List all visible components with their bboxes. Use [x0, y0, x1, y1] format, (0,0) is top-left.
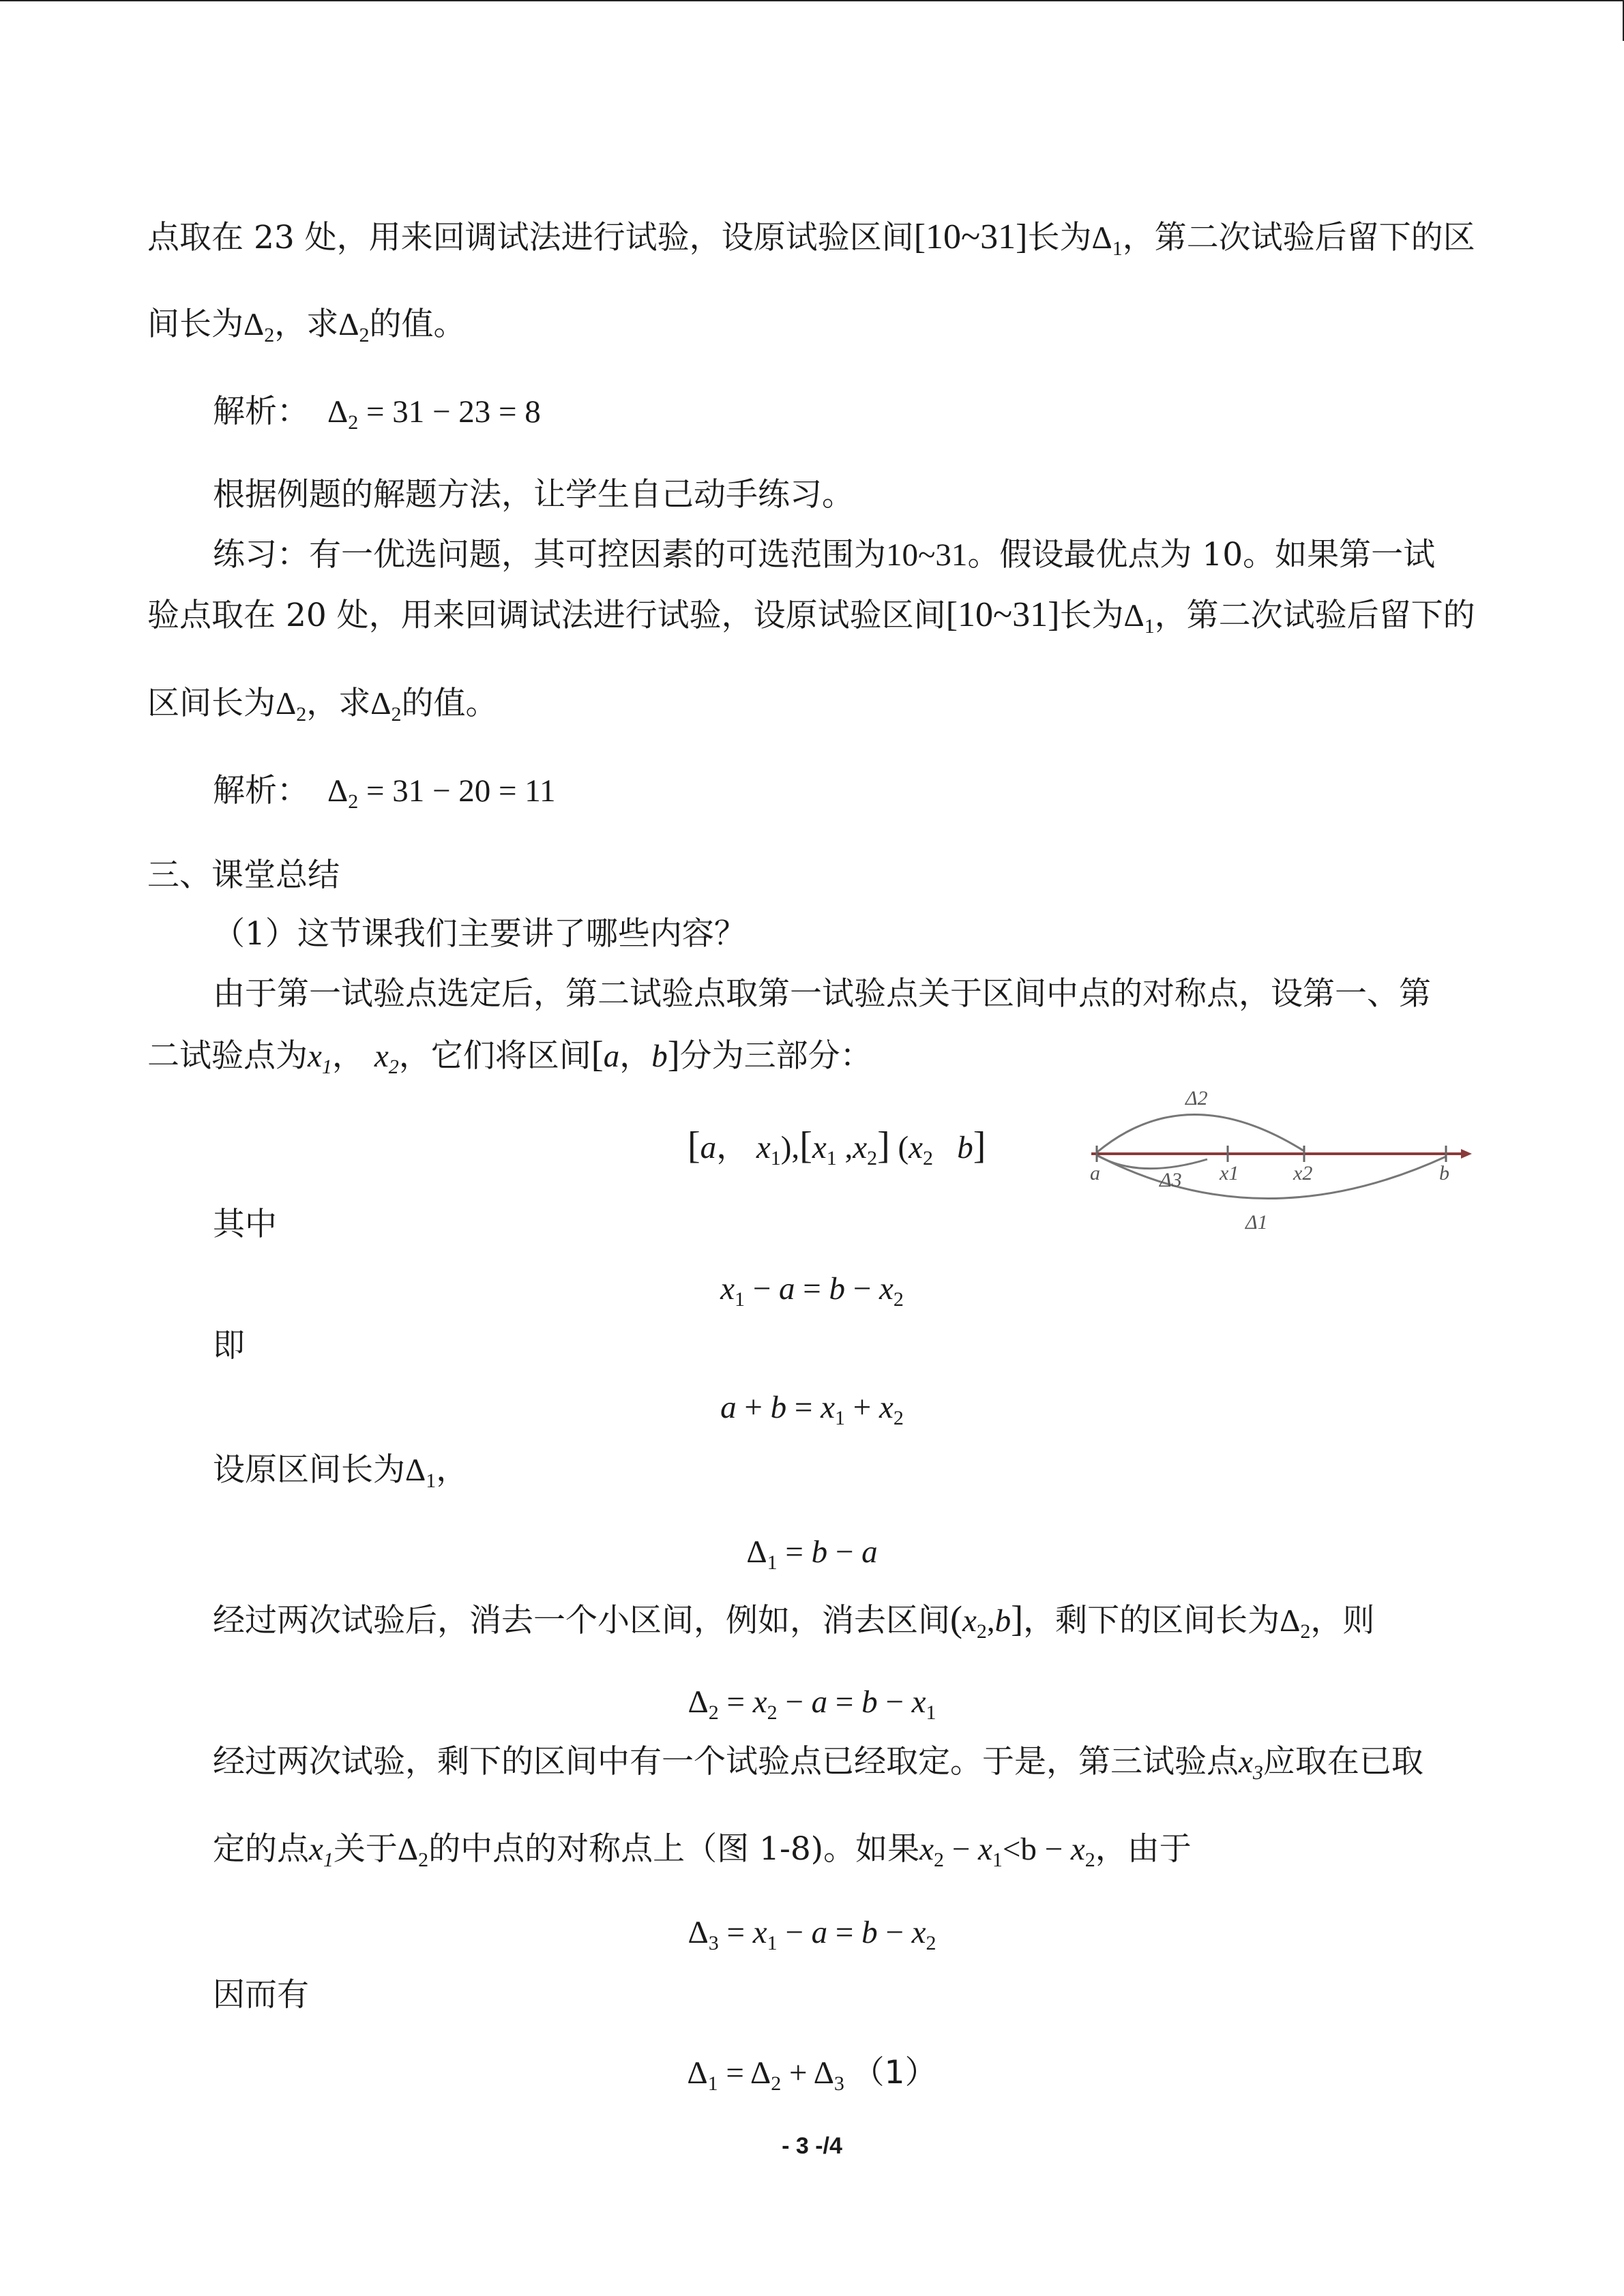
label-delta2: Δ2: [1185, 1087, 1208, 1109]
text-segment: ，则: [1310, 1602, 1375, 1639]
text-segment: ，求: [306, 685, 371, 722]
x1-math: $x_1$: [309, 1832, 334, 1871]
solution-label: 解析：: [213, 393, 309, 430]
question-1: （1）这节课我们主要讲了哪些内容？: [213, 915, 746, 953]
delta1-math: $\Delta_1$: [405, 1452, 437, 1492]
text-segment: 长为: [1027, 219, 1092, 256]
text-segment: ，第二次试验后留下的: [1154, 597, 1475, 634]
delta1-math: $\Delta_1$: [1123, 598, 1155, 638]
delta2-math: $\Delta_2$: [338, 307, 370, 346]
delta2-math: $\Delta_2$: [397, 1832, 429, 1871]
equation-tag: （1）: [852, 2054, 937, 2091]
delta2-math: $\Delta_2$: [1280, 1603, 1311, 1643]
label-delta1: Δ1: [1245, 1211, 1268, 1234]
text-segment: 长为: [1059, 597, 1124, 634]
text-segment: 点取在 23 处，用来回调试法进行试验，设原试验区间: [147, 219, 914, 256]
equation-5: $\Delta_3 = x_1 - a = b - x_2$: [688, 1915, 936, 1954]
paragraph-line-3: 根据例题的解题方法，让学生自己动手练习。: [213, 476, 854, 513]
delta1-math: $\Delta_1$: [1091, 220, 1123, 260]
three-intervals-math: [a， $x_1),[x_1$ $,x_2$] ($x_2$ b]: [688, 1124, 986, 1169]
arc-delta2: [1097, 1114, 1304, 1152]
page-top-border: [0, 0, 1623, 1]
text-segment: 的中点的对称点上（图 1-8)。如果: [428, 1830, 920, 1868]
text-segment: ，第二次试验后留下的区: [1122, 219, 1475, 256]
paragraph-line-11: [213, 1742, 1423, 1783]
paragraph-line-2: [147, 304, 465, 345]
label-delta3: Δ3: [1160, 1169, 1182, 1191]
label-qizhong: 其中: [213, 1206, 277, 1243]
interval-diagram: [1064, 1084, 1473, 1241]
text-segment: ，剩下的区间长为: [1023, 1602, 1280, 1639]
equation-6: $\Delta_1 = \Delta_2 + \Delta_3$ （1）: [687, 2054, 937, 2095]
paragraph-line-10: [213, 1598, 1374, 1641]
arrow-head: [1461, 1149, 1472, 1159]
label-x1: x1: [1220, 1162, 1239, 1184]
text-segment: 经过两次试验后，消去一个小区间，例如，消去区间: [213, 1602, 950, 1639]
solution-equation: = 31 − 23 = 8: [366, 394, 541, 430]
paragraph-line-8: 二试验点为$x_1$， $x_2$，它们将区间[a，b]分为三部分：: [147, 1034, 872, 1078]
delta2-math: $\Delta_2$: [243, 307, 275, 346]
text-segment: 的值。: [401, 685, 498, 722]
equation-4: $\Delta_2 = x_2 - a = b - x_1$: [688, 1684, 936, 1724]
paragraph-line-4: [213, 535, 1435, 576]
x2-math: $x_2$: [374, 1039, 399, 1078]
text-segment: 区间长为: [147, 685, 276, 722]
range-math: 10~31: [886, 537, 968, 573]
text-segment: 经过两次试验，剩下的区间中有一个试验点已经取定。于是，第三试验点: [213, 1743, 1239, 1780]
text-segment: ，求: [274, 305, 339, 343]
interval-x2b-math: $(x_2,b]$: [950, 1598, 1024, 1643]
interval-math: [10~31]: [913, 218, 1028, 256]
text-segment: ，由于: [1095, 1830, 1192, 1868]
arc-delta3: [1097, 1155, 1207, 1169]
solution-2: [213, 771, 555, 811]
interval-ab-math: [a，b]: [591, 1034, 680, 1075]
text-segment: 间长为: [147, 305, 243, 343]
label-yiner: 因而有: [213, 1976, 309, 2014]
delta2-math: $\Delta_2$: [276, 686, 307, 726]
x1-math: $x_1$: [308, 1039, 332, 1078]
delta2-math: $\Delta_2$: [327, 394, 359, 434]
paragraph-line-9: 设原区间长为$\Delta_1$，: [213, 1451, 469, 1492]
text-segment: 设原区间长为: [213, 1451, 405, 1489]
text-segment: 。假设最优点为 10。如果第一试: [967, 536, 1436, 573]
interval-math: [10~31]: [945, 595, 1060, 634]
label-ji: 即: [213, 1327, 245, 1365]
text-segment: ，它们将区间: [398, 1037, 591, 1075]
solution-1: [213, 391, 541, 432]
solution-equation: = 31 − 20 = 11: [366, 773, 556, 809]
arc-delta1: [1097, 1155, 1446, 1199]
paragraph-line-1: [147, 217, 1475, 258]
label-x2: x2: [1293, 1162, 1313, 1184]
inequality-math: $x_2 - x_1<b - x_2$: [919, 1832, 1095, 1871]
solution-label: 解析：: [213, 772, 309, 809]
text-segment: 验点取在 20 处，用来回调试法进行试验，设原试验区间: [147, 597, 946, 634]
x3-math: $x_3$: [1239, 1744, 1263, 1784]
text-segment: 应取在已取: [1263, 1743, 1423, 1780]
paragraph-line-7: 由于第一试验点选定后，第二试验点取第一试验点关于区间中点的对称点，设第一、第: [213, 975, 1431, 1013]
label-b: b: [1439, 1162, 1449, 1184]
equation-3: $\Delta_1 = b - a$: [746, 1534, 878, 1574]
delta2-math: $\Delta_2$: [370, 686, 402, 726]
text-segment: 关于: [333, 1830, 398, 1868]
label-a: a: [1090, 1162, 1100, 1184]
text-segment: 分为三部分：: [679, 1037, 872, 1075]
equation-2: $a + b = x_1 + x_2$: [720, 1390, 904, 1429]
text-segment: 二试验点为: [147, 1037, 308, 1075]
text-segment: 练习：有一优选问题，其可控因素的可选范围为: [213, 536, 886, 573]
page-number: - 3 -/4: [782, 2133, 842, 2159]
equation-1: $x_1 - a = b - x_2$: [720, 1271, 904, 1311]
section-heading: 三、课堂总结: [147, 856, 340, 894]
paragraph-line-5: [147, 595, 1475, 636]
text-segment: 定的点: [213, 1830, 309, 1868]
paragraph-line-12: [213, 1829, 1192, 1870]
paragraph-line-6: [147, 683, 497, 724]
text-segment: 的值。: [369, 305, 466, 343]
delta2-math: $\Delta_2$: [327, 773, 359, 813]
